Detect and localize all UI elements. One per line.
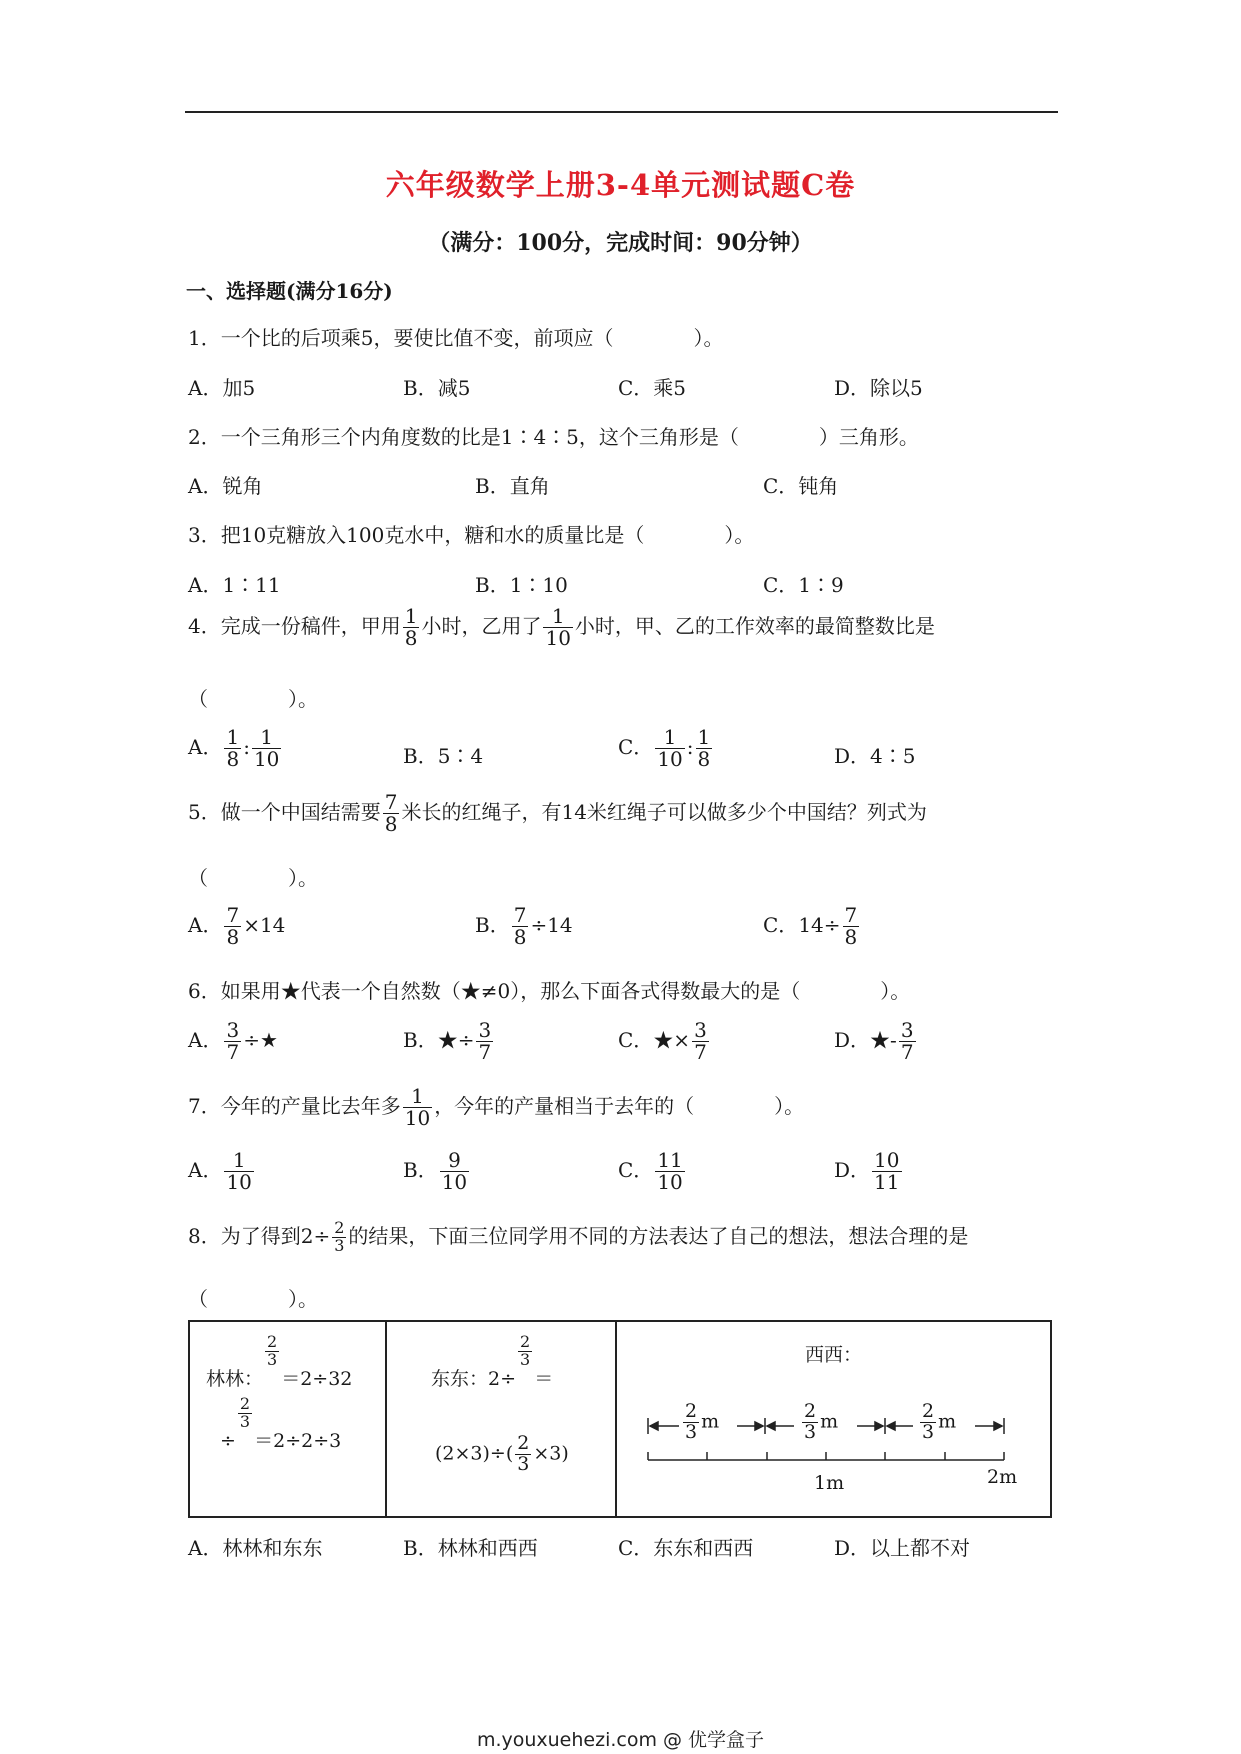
q3-option-b: B．1∶10	[475, 573, 568, 597]
fraction: $\frac{1}{10}$	[226, 1148, 252, 1194]
arrow-head	[887, 1422, 895, 1430]
q2-option-c: C．钝角	[763, 474, 839, 498]
q1-option-d: D．除以5	[834, 376, 923, 400]
question-3: 3．把10克糖放入100克水中，糖和水的质量比是（ ）。	[188, 523, 755, 547]
q7-option-a: A． $\frac{1}{10}$	[188, 1148, 252, 1194]
q3-option-c: C．1∶9	[763, 573, 844, 597]
q4-text-pre: 4．完成一份稿件，甲用	[188, 614, 401, 638]
fraction: $\frac{9}{10}$	[441, 1148, 468, 1194]
q8-option-a: A．林林和东东	[188, 1536, 323, 1560]
q5-blank: （ ）。	[188, 866, 318, 890]
header-rule	[185, 111, 1058, 113]
fraction: $\frac{7}{8}$	[844, 903, 858, 949]
fraction: $\frac{11}{10}$	[657, 1148, 683, 1194]
q1-option-a: A．加5	[188, 376, 256, 400]
fraction: $\frac{2}{3}$	[685, 1400, 698, 1443]
section-heading: 一、选择题(满分16分)	[186, 279, 393, 303]
q6-option-c: C．★× $\frac{3}{7}$	[618, 1018, 707, 1064]
page-title: 六年级数学上册3-4单元测试题C卷	[385, 168, 856, 202]
question-7: 7．今年的产量比去年多 $\frac{1}{10}$ ，今年的产量相当于去年的（ ）。	[188, 1084, 805, 1130]
fraction: $\frac{1}{10}$	[404, 1084, 431, 1130]
fraction: $\frac{1}{8}$	[697, 725, 711, 771]
fraction: $\frac{3}{7}$	[900, 1018, 914, 1064]
arrow-head	[875, 1422, 883, 1430]
fraction: $\frac{2}{3}$	[239, 1394, 251, 1431]
xixi-cell	[617, 1322, 1050, 1516]
fraction: $\frac{3}{7}$	[478, 1018, 492, 1064]
fraction: $\frac{2}{3}$	[517, 1432, 530, 1475]
question-1: 1．一个比的后项乘5，要使比值不变，前项应（ ）。	[188, 326, 724, 350]
xixi-label: 西西：	[805, 1344, 863, 1366]
q5-option-b: B． $\frac{7}{8}$ ÷14	[475, 903, 573, 949]
segment-label: $\frac{2}{3}$ m	[685, 1400, 720, 1443]
q4-option-c: C． $\frac{1}{10}$ : $\frac{1}{8}$	[618, 725, 711, 771]
question-8: 8．为了得到2÷ $\frac{2}{3}$ 的结果，下面三位同学用不同的方法表达了自己的想法，想法合理的是	[188, 1218, 969, 1255]
q4-blank: （ ）。	[188, 687, 318, 711]
footer-watermark: m.youxuehezi.com @ 优学盒子	[476, 1729, 765, 1751]
question-5: 5．做一个中国结需要 $\frac{7}{8}$ 米长的红绳子，有14米红绳子可以做多少个中国结？列式为	[188, 790, 927, 836]
q6-option-a: A． $\frac{3}{7}$ ÷★	[188, 1018, 278, 1064]
segment-label: $\frac{2}{3}$ m	[922, 1400, 957, 1443]
q7-option-c: C． $\frac{11}{10}$	[618, 1148, 683, 1194]
question-2: 2．一个三角形三个内角度数的比是1∶4∶5，这个三角形是（ ）三角形。	[188, 425, 919, 449]
fraction: $\frac{7}{8}$	[513, 903, 527, 949]
fraction: $\frac{3}{7}$	[694, 1018, 707, 1064]
q8-blank: （ ）。	[188, 1287, 318, 1311]
q3-option-a: A．1∶11	[188, 573, 281, 597]
fraction: $\frac{2}{3}$	[267, 1332, 278, 1369]
q4-option-d: D．4∶5	[834, 744, 916, 768]
q6-option-b: B．★÷ $\frac{3}{7}$	[403, 1018, 492, 1064]
q8-option-c: C．东东和西西	[618, 1536, 754, 1560]
q7-option-d: D． $\frac{10}{11}$	[834, 1148, 900, 1194]
q4-option-b: B．5∶4	[403, 744, 484, 768]
q8-option-b: B．林林和西西	[403, 1536, 538, 1560]
fraction: $\frac{1}{8}$	[226, 725, 240, 771]
tick-label-1m: 1m	[814, 1472, 845, 1494]
fraction: $\frac{2}{3}$	[922, 1400, 935, 1443]
q5-option-c: C．14÷ $\frac{7}{8}$	[763, 903, 858, 949]
q7-option-b: B． $\frac{9}{10}$	[403, 1148, 468, 1194]
q1-option-b: B．减5	[403, 376, 471, 400]
fraction: $\frac{1}{8}$	[404, 604, 418, 650]
fraction: $\frac{1}{10}$	[545, 604, 571, 650]
arrow-head	[767, 1422, 775, 1430]
q2-option-b: B．直角	[475, 474, 550, 498]
fraction: $\frac{7}{8}$	[384, 790, 398, 836]
q4-option-a: A． $\frac{1}{8}$ : $\frac{1}{10}$	[188, 725, 280, 771]
q4-text-mid: 小时，乙用了	[421, 614, 542, 638]
q1-option-c: C．乘5	[618, 376, 687, 400]
arrow-head	[755, 1422, 763, 1430]
arrow-head	[994, 1422, 1002, 1430]
dongdong-cell: 东东：2÷ $\frac{2}{3}$ ＝ (2×3)÷( $\frac{2}{3}$ ×3)	[387, 1322, 617, 1516]
q5-option-a: A． $\frac{7}{8}$ ×14	[188, 903, 286, 949]
fraction: $\frac{2}{3}$	[804, 1400, 817, 1443]
tick-label-2m: 2m	[987, 1466, 1018, 1488]
q6-option-d: D．★- $\frac{3}{7}$	[834, 1018, 914, 1064]
fraction: $\frac{1}{10}$	[253, 725, 280, 771]
q4-text-post: 小时，甲、乙的工作效率的最简整数比是	[574, 614, 935, 638]
page-subtitle: （满分：100分，完成时间：90分钟）	[428, 230, 813, 256]
methods-table	[188, 1320, 1052, 1518]
linlin-cell: 林林： $\frac{2}{3}$ ＝2÷32 ÷ $\frac{2}{3}$ ＝2÷2÷3	[190, 1322, 387, 1516]
q2-option-a: A．锐角	[188, 474, 263, 498]
q8-option-d: D．以上都不对	[834, 1536, 971, 1560]
segment-label: $\frac{2}{3}$ m	[804, 1400, 839, 1443]
fraction: $\frac{2}{3}$	[334, 1218, 345, 1255]
fraction: $\frac{2}{3}$	[520, 1332, 531, 1369]
question-4	[188, 606, 935, 649]
fraction: $\frac{7}{8}$	[226, 903, 240, 949]
arrow-head	[650, 1422, 658, 1430]
fraction: $\frac{1}{10}$	[657, 725, 683, 771]
fraction: $\frac{10}{11}$	[874, 1148, 900, 1194]
fraction: $\frac{3}{7}$	[226, 1018, 240, 1064]
question-6: 6．如果用★代表一个自然数（★≠0），那么下面各式得数最大的是（ ）。	[188, 979, 911, 1003]
